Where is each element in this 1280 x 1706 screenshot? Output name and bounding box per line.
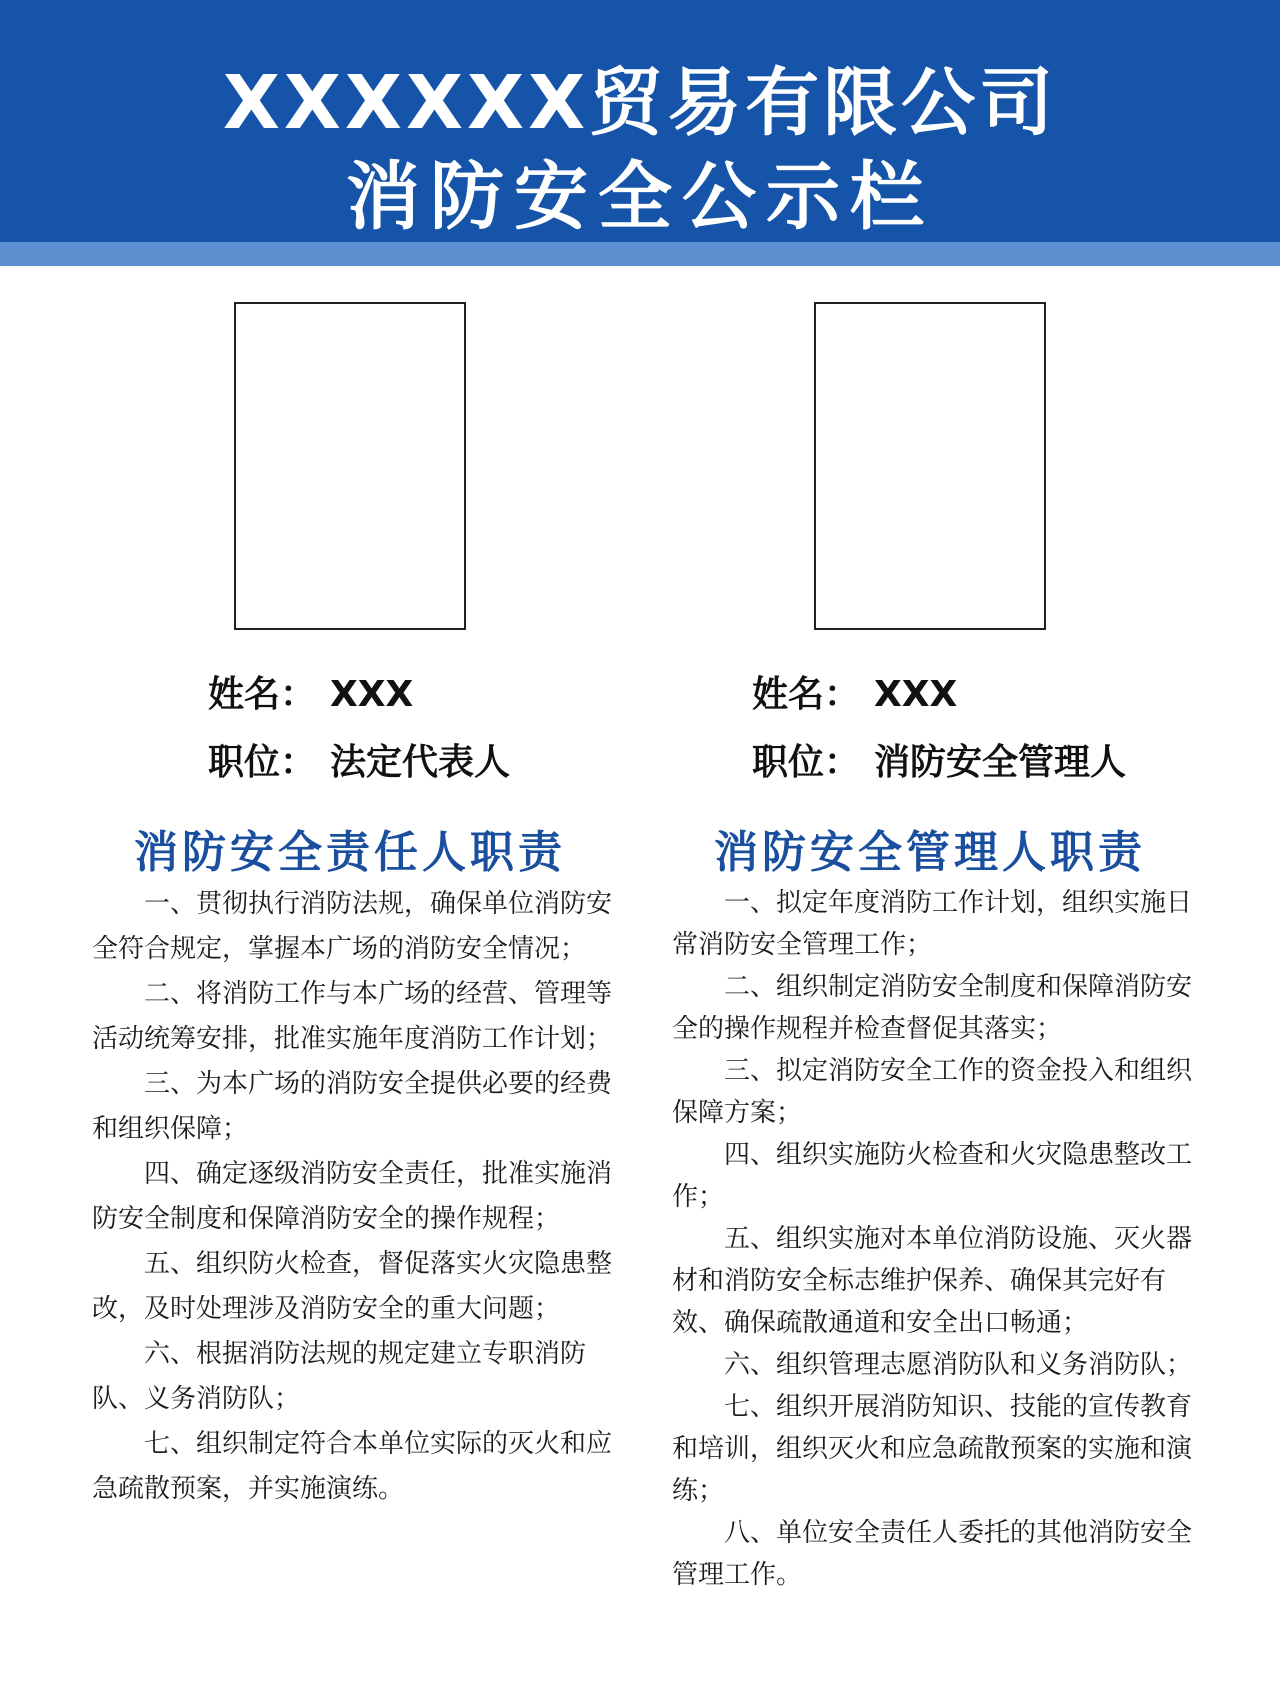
board-title: 消防安全公示栏 bbox=[346, 154, 934, 240]
responsible-person-duties-list bbox=[92, 882, 612, 1512]
section-title-safety-manager-duties: 消防安全管理人职责 bbox=[714, 827, 1146, 878]
name-label: 姓名： bbox=[208, 674, 317, 715]
section-title-responsible-person-duties: 消防安全责任人职责 bbox=[134, 827, 566, 878]
header-accent-strip bbox=[0, 242, 1280, 266]
list-item: 五、组织实施对本单位消防设施、灭火器材和消防安全标志维护保养、确保其完好有效、确保疏散通道和安全出口畅通； bbox=[672, 1224, 1193, 1338]
photo-frame-safety-manager bbox=[814, 302, 1046, 630]
list-item: 二、将消防工作与本广场的经营、管理等活动统筹安排，批准实施年度消防工作计划； bbox=[92, 979, 613, 1054]
person-2-name: XXX bbox=[874, 674, 958, 715]
position-label: 职位： bbox=[752, 742, 861, 783]
list-item: 二、组织制定消防安全制度和保障消防安全的操作规程并检查督促其落实； bbox=[672, 972, 1193, 1044]
person-1-name-row bbox=[208, 666, 413, 717]
position-label: 职位： bbox=[208, 742, 317, 783]
person-1-position: 法定代表人 bbox=[330, 742, 511, 783]
list-item: 五、组织防火检查，督促落实火灾隐患整改，及时处理涉及消防安全的重大问题； bbox=[92, 1249, 613, 1324]
list-item: 六、组织管理志愿消防队和义务消防队； bbox=[724, 1350, 1193, 1380]
list-item: 四、确定逐级消防安全责任，批准实施消防安全制度和保障消防安全的操作规程； bbox=[92, 1159, 613, 1234]
list-item: 一、贯彻执行消防法规，确保单位消防安全符合规定，掌握本广场的消防安全情况； bbox=[92, 889, 613, 964]
photo-frame-legal-representative bbox=[234, 302, 466, 630]
list-item: 七、组织制定符合本单位实际的灭火和应急疏散预案，并实施演练。 bbox=[92, 1429, 613, 1504]
person-1-position-row bbox=[208, 734, 510, 785]
person-2-position-row bbox=[752, 734, 1126, 785]
list-item: 八、单位安全责任人委托的其他消防安全管理工作。 bbox=[672, 1518, 1193, 1590]
company-name: XXXXXX贸易有限公司 bbox=[222, 60, 1058, 146]
person-1-name: XXX bbox=[330, 674, 414, 715]
list-item: 一、拟定年度消防工作计划，组织实施日常消防安全管理工作； bbox=[672, 888, 1193, 960]
list-item: 三、为本广场的消防安全提供必要的经费和组织保障； bbox=[92, 1069, 613, 1144]
person-2-name-row bbox=[752, 666, 957, 717]
name-label: 姓名： bbox=[752, 674, 861, 715]
safety-manager-duties-list bbox=[672, 882, 1192, 1596]
person-2-position: 消防安全管理人 bbox=[874, 742, 1127, 783]
list-item: 三、拟定消防安全工作的资金投入和组织保障方案； bbox=[672, 1056, 1193, 1128]
list-item: 四、组织实施防火检查和火灾隐患整改工作； bbox=[672, 1140, 1193, 1212]
list-item: 七、组织开展消防知识、技能的宣传教育和培训，组织灭火和应急疏散预案的实施和演练； bbox=[672, 1392, 1193, 1506]
list-item: 六、根据消防法规的规定建立专职消防队、义务消防队； bbox=[92, 1339, 587, 1414]
